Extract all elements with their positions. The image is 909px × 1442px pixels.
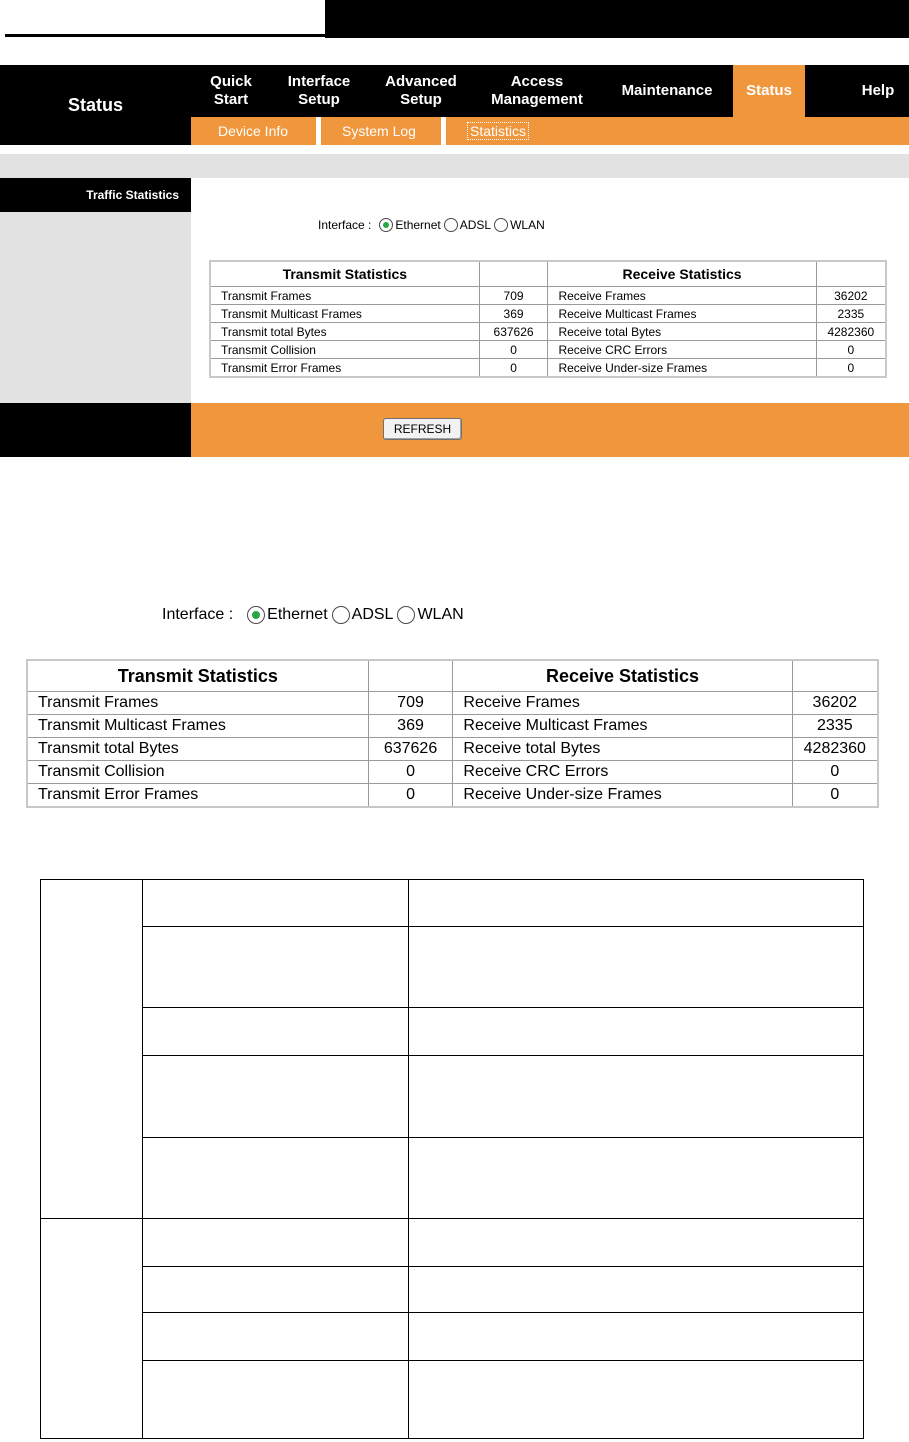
tx-label: Transmit Collision (210, 341, 479, 359)
menu-advanced-setup[interactable] (378, 65, 464, 117)
rx-value: 0 (816, 341, 886, 359)
traffic-stats-table (209, 260, 887, 378)
transmit-header: Transmit Statistics (210, 261, 479, 287)
option-label: ADSL (459, 218, 492, 232)
tx-label: Transmit Multicast Frames (27, 715, 368, 738)
rx-label: Receive total Bytes (453, 738, 792, 761)
footer-action-bar (191, 403, 909, 457)
table-row (210, 287, 886, 305)
rx-value: 2335 (816, 305, 886, 323)
tx-value: 0 (479, 359, 548, 378)
tx-value: 0 (479, 341, 548, 359)
grid-hline (142, 1055, 864, 1056)
submenu-bar (191, 117, 909, 145)
interface-option-adsl[interactable] (332, 606, 394, 624)
page-header-rule (5, 34, 327, 37)
option-label: WLAN (510, 218, 545, 232)
grid-hline (142, 1360, 864, 1361)
grid-vline (408, 880, 409, 1439)
rx-label: Receive Frames (548, 287, 816, 305)
tx-label: Transmit total Bytes (210, 323, 479, 341)
radio-ethernet[interactable] (379, 218, 393, 232)
grid-hline (142, 1266, 864, 1267)
description-grid (40, 879, 864, 1439)
radio-adsl[interactable] (444, 218, 458, 232)
table-row (210, 359, 886, 378)
rx-label: Receive Under-size Frames (548, 359, 816, 378)
rx-value: 36202 (792, 692, 878, 715)
rx-label: Receive Frames (453, 692, 792, 715)
rx-label: Receive CRC Errors (548, 341, 816, 359)
left-panel (0, 212, 191, 403)
interface-option-adsl[interactable] (444, 218, 491, 232)
rx-value: 4282360 (792, 738, 878, 761)
tx-value: 709 (479, 287, 548, 305)
submenu-label: System Log (342, 123, 416, 139)
menu-status[interactable] (733, 65, 805, 117)
submenu-label: Device Info (218, 123, 289, 139)
menu-label: Status (746, 82, 792, 99)
radio-wlan[interactable] (397, 606, 415, 624)
grid-hline (142, 1312, 864, 1313)
tx-value: 709 (368, 692, 453, 715)
receive-header: Receive Statistics (548, 261, 816, 287)
tx-value: 369 (479, 305, 548, 323)
tx-value: 637626 (368, 738, 453, 761)
radio-ethernet[interactable] (247, 606, 265, 624)
receive-header: Receive Statistics (453, 660, 792, 692)
blank-header (792, 660, 878, 692)
rx-label: Receive CRC Errors (453, 761, 792, 784)
tx-label: Transmit total Bytes (27, 738, 368, 761)
page-header-bar (325, 0, 909, 38)
table-row (27, 761, 878, 784)
tx-value: 0 (368, 784, 453, 808)
interface-label: Interface : (162, 606, 234, 623)
option-label: Ethernet (395, 218, 441, 232)
table-row (27, 738, 878, 761)
table-row (210, 323, 886, 341)
table-row (27, 715, 878, 738)
traffic-stats-table-enlarged (26, 659, 879, 808)
menu-label: Advanced Setup (385, 73, 457, 108)
submenu-separator (441, 117, 446, 145)
rx-value: 0 (792, 761, 878, 784)
interface-selector (318, 218, 548, 232)
submenu-system-log[interactable] (342, 117, 416, 145)
tx-value: 0 (368, 761, 453, 784)
blank-header (479, 261, 548, 287)
grid-hline (142, 1007, 864, 1008)
rx-label: Receive Multicast Frames (453, 715, 792, 738)
refresh-button[interactable]: REFRESH (383, 418, 462, 440)
menu-label: Quick Start (210, 73, 252, 108)
submenu-statistics[interactable] (467, 117, 529, 145)
menu-label: Access Management (491, 73, 583, 108)
option-label: ADSL (351, 606, 394, 623)
blank-header (368, 660, 453, 692)
brand-status-title: Status (0, 65, 191, 145)
interface-option-wlan[interactable] (397, 606, 463, 624)
menu-maintenance[interactable] (610, 65, 724, 117)
table-row (27, 784, 878, 808)
grid-hline (41, 1218, 864, 1219)
rx-label: Receive Multicast Frames (548, 305, 816, 323)
tx-label: Transmit Frames (27, 692, 368, 715)
tx-label: Transmit Error Frames (210, 359, 479, 378)
footer-left-block (0, 403, 191, 457)
grid-hline (142, 926, 864, 927)
tx-label: Transmit Multicast Frames (210, 305, 479, 323)
menu-interface-setup[interactable] (278, 65, 360, 117)
radio-wlan[interactable] (494, 218, 508, 232)
submenu-label: Statistics (467, 122, 529, 140)
transmit-header: Transmit Statistics (27, 660, 368, 692)
menu-help[interactable] (850, 65, 906, 117)
rx-value: 0 (816, 359, 886, 378)
menu-label: Interface Setup (287, 73, 351, 108)
grid-hline (142, 1137, 864, 1138)
tx-label: Transmit Error Frames (27, 784, 368, 808)
table-row (210, 341, 886, 359)
table-header-row (210, 261, 886, 287)
rx-value: 36202 (816, 287, 886, 305)
option-label: Ethernet (267, 606, 328, 623)
table-row (27, 692, 878, 715)
rx-value: 2335 (792, 715, 878, 738)
rx-label: Receive total Bytes (548, 323, 816, 341)
interface-option-ethernet[interactable] (247, 606, 327, 624)
table-header-row (27, 660, 878, 692)
option-label: WLAN (417, 606, 464, 623)
section-label-traffic-statistics: Traffic Statistics (0, 178, 191, 212)
menu-access-management[interactable] (482, 65, 592, 117)
menu-label: Maintenance (621, 82, 713, 99)
interface-label: Interface : (318, 218, 372, 232)
table-row (210, 305, 886, 323)
grid-vline (142, 880, 143, 1439)
rx-value: 4282360 (816, 323, 886, 341)
interface-option-wlan[interactable] (494, 218, 545, 232)
content-top-strip (0, 154, 909, 178)
tx-label: Transmit Frames (210, 287, 479, 305)
rx-value: 0 (792, 784, 878, 808)
tx-value: 637626 (479, 323, 548, 341)
tx-value: 369 (368, 715, 453, 738)
tx-label: Transmit Collision (27, 761, 368, 784)
submenu-device-info[interactable] (218, 117, 288, 145)
interface-option-ethernet[interactable] (379, 218, 440, 232)
menu-label: Help (861, 82, 895, 99)
radio-adsl[interactable] (332, 606, 350, 624)
rx-label: Receive Under-size Frames (453, 784, 792, 808)
submenu-separator (316, 117, 321, 145)
menu-quick-start[interactable] (203, 65, 259, 117)
blank-header (816, 261, 886, 287)
interface-selector-enlarged (162, 606, 468, 624)
